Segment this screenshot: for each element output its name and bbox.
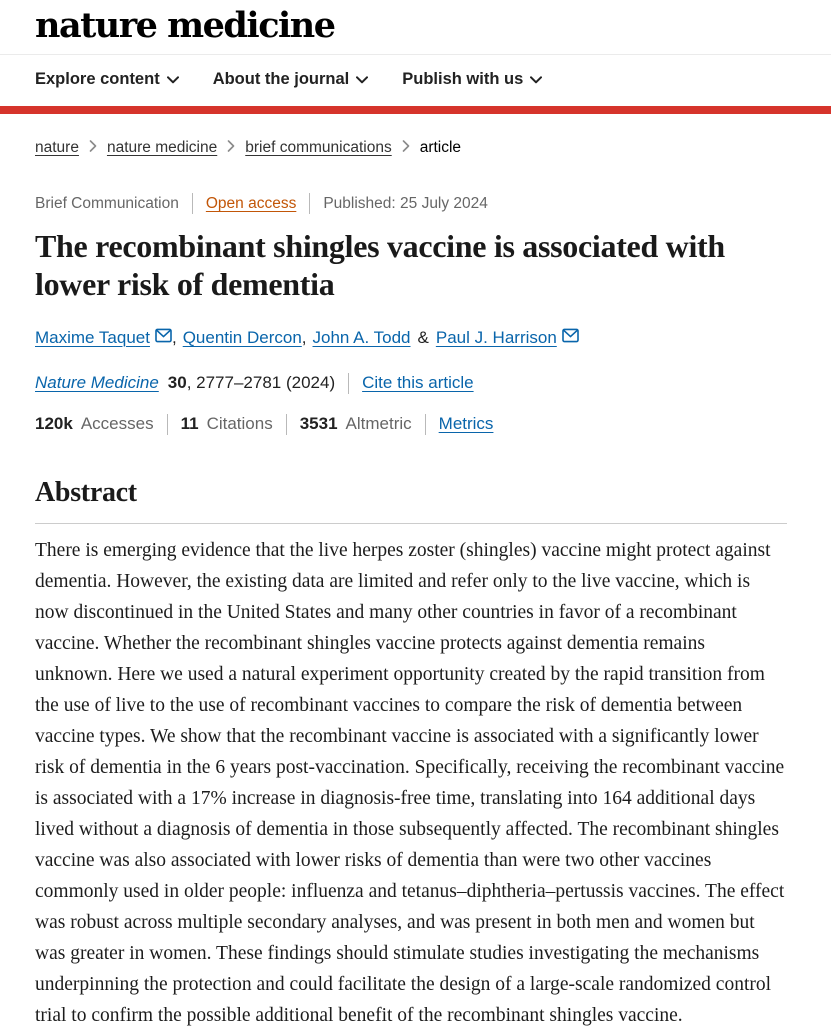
article-type-label: Brief Communication [35,194,179,212]
nav-publish-with-us[interactable] [402,70,542,89]
article-meta-row [35,193,787,214]
journal-pages: , 2777–2781 (2024) [186,373,336,393]
chevron-down-icon [530,70,542,89]
breadcrumb-nature[interactable]: nature [35,139,79,157]
nav-about-the-journal-label: About the journal [212,70,350,89]
abstract-divider [35,523,787,524]
separator [309,193,310,214]
published-date: Published: 25 July 2024 [323,194,488,212]
chevron-right-icon [89,139,97,157]
open-access-link[interactable]: Open access [205,194,297,212]
breadcrumb-brief-communications[interactable]: brief communications [245,139,392,157]
email-envelope-icon[interactable] [562,328,579,348]
article-title: The recombinant shingles vaccine is associated with lower risk of dementia [35,228,725,302]
email-envelope-icon[interactable] [155,328,172,348]
nav-publish-with-us-label: Publish with us [402,70,524,89]
journal-volume: 30 [167,373,187,393]
chevron-right-icon [402,139,410,157]
author-link-quentin-dercon[interactable]: Quentin Dercon [182,327,302,347]
author-link-maxime-taquet[interactable]: Maxime Taquet [35,327,150,347]
separator [286,414,287,435]
separator [167,414,168,435]
breadcrumb [35,139,787,157]
separator [425,414,426,435]
author-ampersand: & [417,327,429,347]
abstract-text: There is emerging evidence that the live herpes zoster (shingles) vaccine might protect against dementia. However, the existing data are limited and refer only to the live vaccine, which is now discontinued in the United States and many other countries in favor of a recombinant vaccine. Whether the recombinant shingles vaccine protects against dementia remains unknown. Here we used a natural experiment opportunity created by the rapid transition from the use of live to the use of recombinant vaccines to compare the risk of dementia between vaccine types. We show that the recombinant vaccine is associated with a significantly lower risk of dementia in the 6 years post-vaccination. Specifically, receiving the recombinant vaccine is associated with a 17% increase in diagnosis-free time, translating into 164 additional days lived without a diagnosis of dementia in those subsequently affected. The recombinant shingles vaccine was also associated with lower risks of dementia than were two other vaccines commonly used in older people: influenza and tetanus–diphtheria–pertussis vaccines. The effect was robust across multiple secondary analyses, and was present in both men and women but was greater in women. These findings should stimulate studies investigating the mechanisms underpinning the protection and could facilitate the design of a large-scale randomized control trial to confirm the possible additional benefit of the recombinant shingles vaccine. [35,539,785,1026]
chevron-right-icon [227,139,235,157]
author-separator: , [171,327,177,347]
author-separator: , [301,327,307,347]
author-link-john-a-todd[interactable]: John A. Todd [312,327,411,347]
citation-line [35,373,787,394]
abstract-heading: Abstract [35,476,137,508]
journal-link[interactable]: Nature Medicine [35,373,159,393]
citations-count: 11 [180,414,199,434]
metrics-row [35,414,787,435]
separator [348,373,349,394]
chevron-down-icon [167,70,179,89]
nature-medicine-logo[interactable]: nature medicine [35,5,335,46]
article-page [0,139,831,1031]
accesses-count: 120k [35,414,73,434]
citations-label: Citations [206,414,273,434]
brand-red-bar [0,106,831,114]
chevron-down-icon [356,70,368,89]
altmetric-label: Altmetric [345,414,412,434]
metrics-link[interactable]: Metrics [438,414,494,434]
nav-explore-content-label: Explore content [35,70,160,89]
cite-this-article-link[interactable]: Cite this article [362,373,474,393]
author-link-paul-j-harrison[interactable]: Paul J. Harrison [435,327,557,347]
breadcrumb-current-article: article [419,139,462,157]
altmetric-count: 3531 [299,414,338,434]
main-navigation [0,55,831,106]
separator [192,193,193,214]
author-list [35,328,787,348]
accesses-label: Accesses [80,414,154,434]
site-header [0,0,831,55]
nav-explore-content[interactable] [35,70,179,89]
breadcrumb-nature-medicine[interactable]: nature medicine [106,139,218,157]
nav-about-the-journal[interactable] [213,70,369,89]
